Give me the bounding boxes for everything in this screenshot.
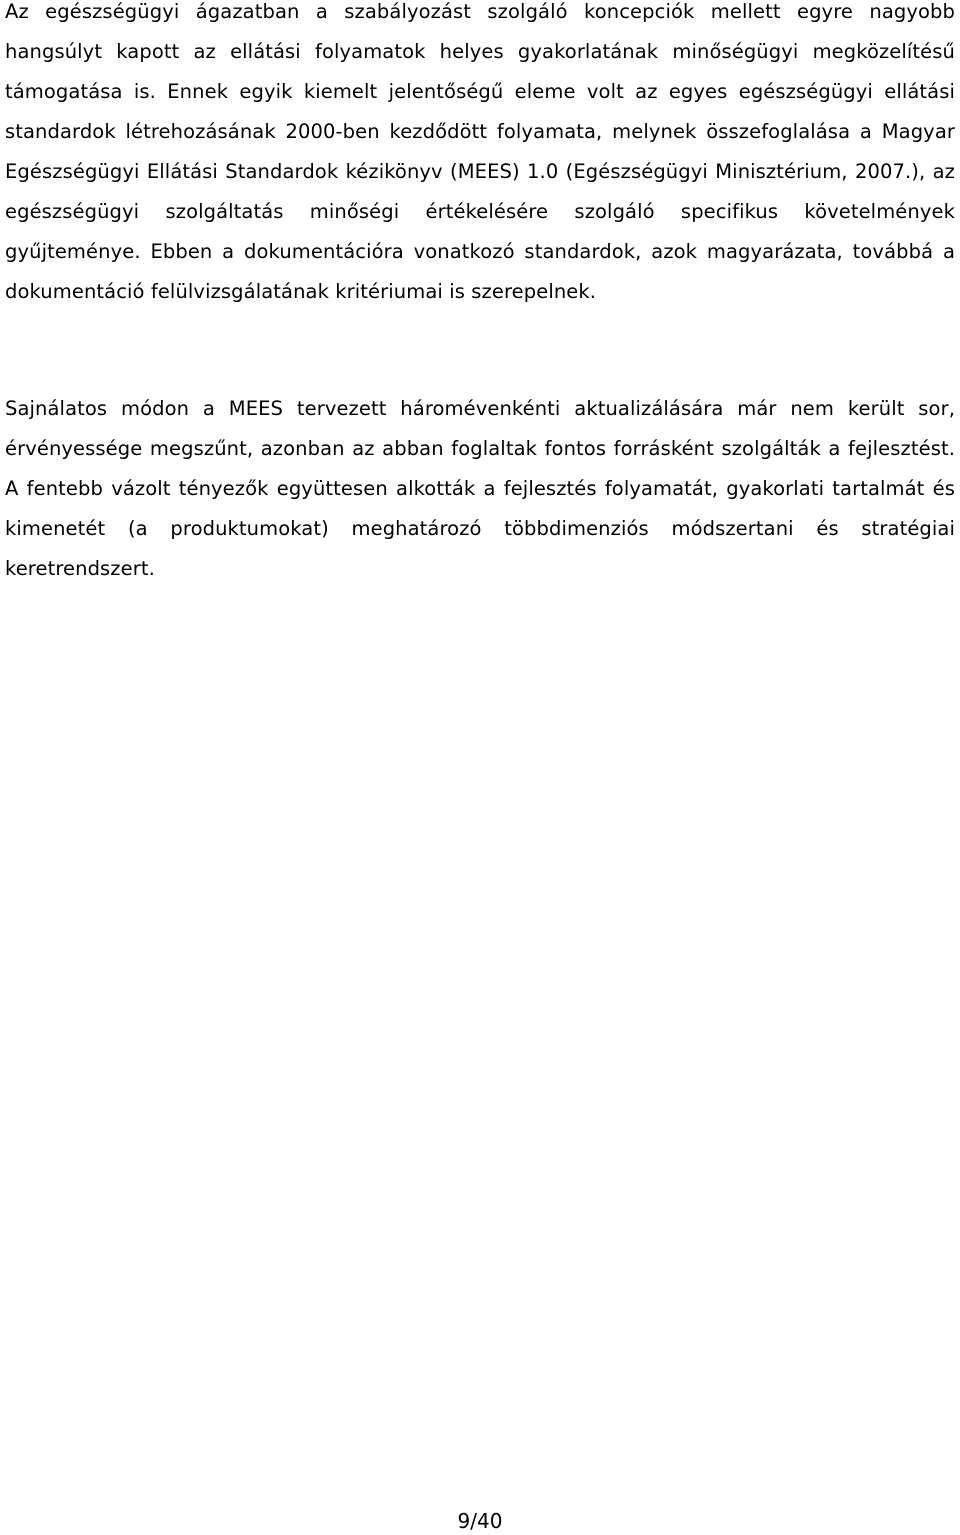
body-paragraph-1: Az egészségügyi ágazatban a szabályozást szolgáló koncepciók mellett egyre nagyobb hangsúlyt kapott az ellátási folyamatok helyes gyakorlatának minőségügyi megközelítésű támogatása is. Ennek egyik kiemelt jelentőségű eleme volt az egyes egészségügyi ellátási standardok létrehozásának 2000-ben kezdődött folyamata, melynek összefoglalása a Magyar Egészségügyi Ellátási Standardok kézikönyv (MEES) 1.0 (Egészségügyi Minisztérium, 2007.), az egészségügyi szolgáltatás minőségi értékelésére szolgáló specifikus követelmények gyűjteménye. Ebben a dokumentációra vonatkozó standardok, azok magyarázata, továbbá a dokumentáció felülvizsgálatának kritériumai is szerepelnek. bbox=[5, 0, 955, 303]
body-paragraph-2: Sajnálatos módon a MEES tervezett háromévenkénti aktualizálására már nem került sor, érvényessége megszűnt, azonban az abban foglaltak fontos forrásként szolgálták a fejlesztést. A fentebb vázolt tényezők együttesen alkották a fejlesztés folyamatát, gyakorlati tartalmát és kimenetét (a produktumokat) meghatározó többdimenziós módszertani és stratégiai keretrendszert. bbox=[5, 397, 955, 580]
page-number: 9/40 bbox=[457, 1509, 503, 1533]
